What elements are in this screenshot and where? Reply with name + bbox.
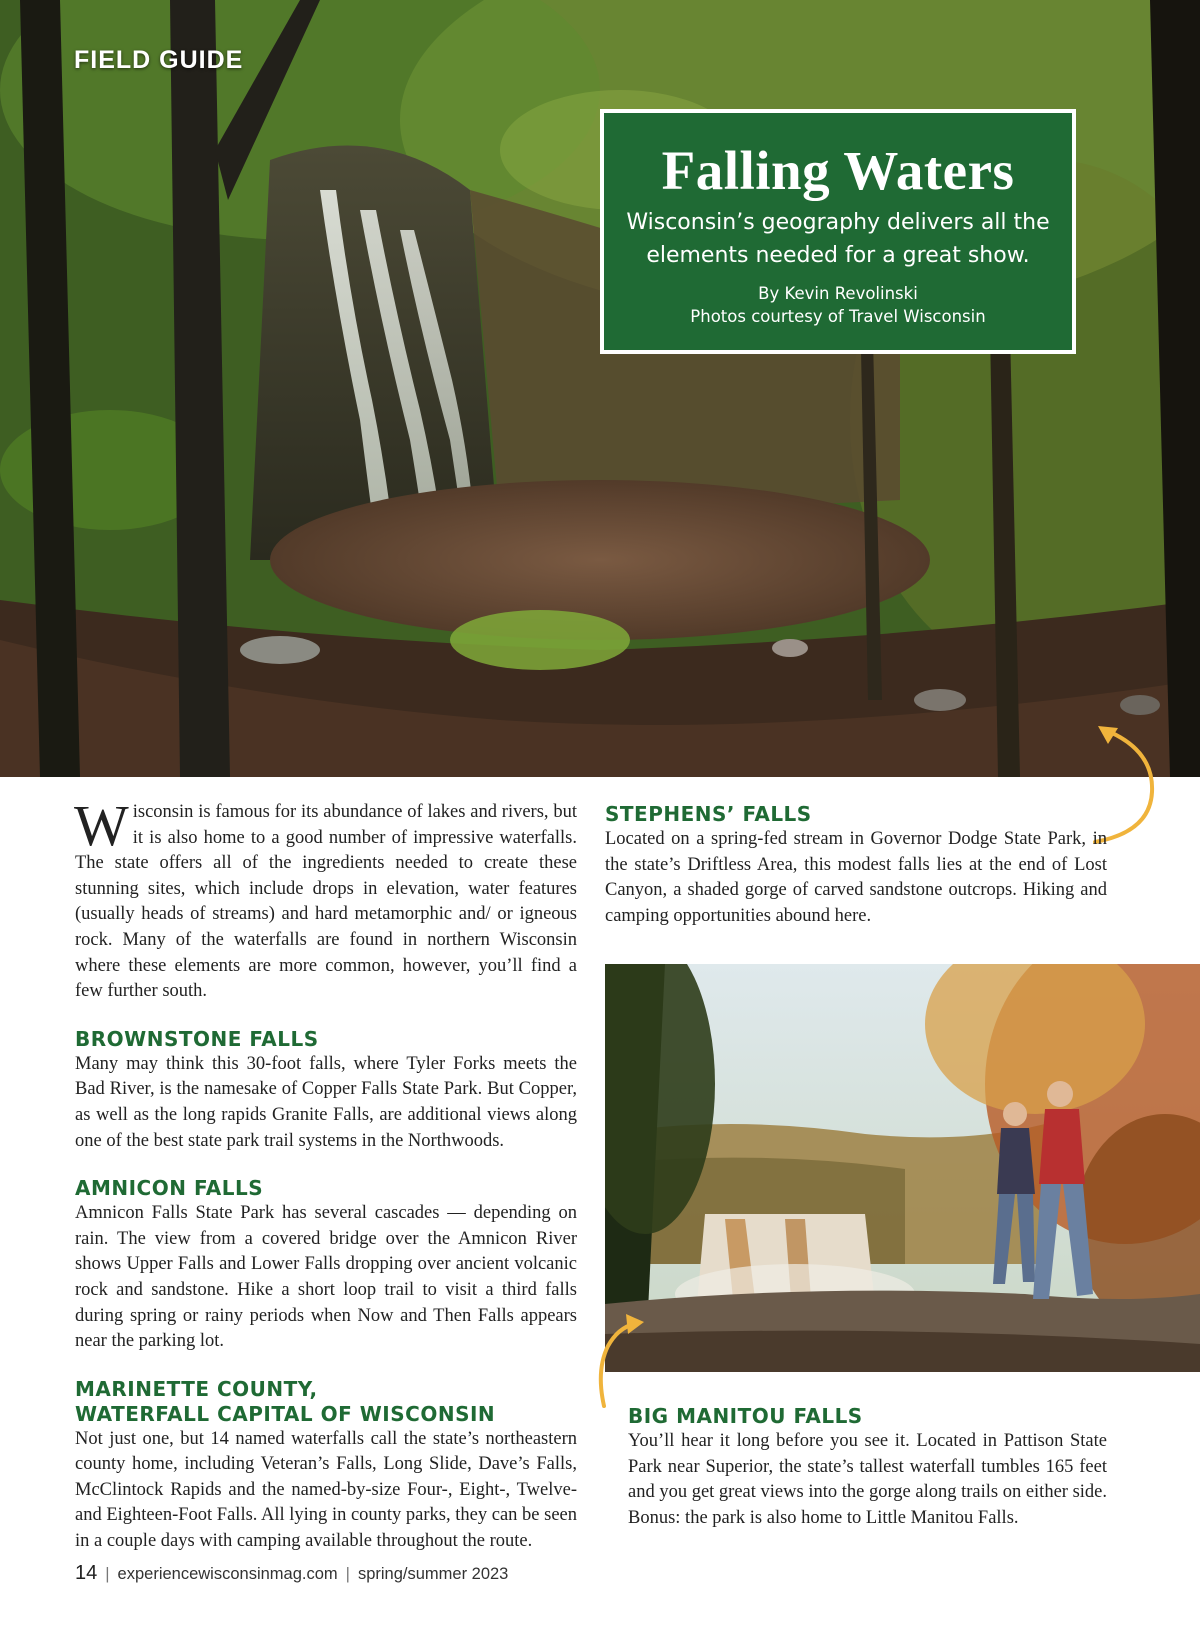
paragraph-big-manitou-falls: You’ll hear it long before you see it. Located in Pattison State Park near Superior, the state’s tallest waterfall tumbles 165 feet and you get great views into the gorge along trails on either side. Bonus: the park is also home to Little Manitou Falls. bbox=[628, 1431, 1107, 1528]
footer-website[interactable]: experiencewisconsinmag.com bbox=[117, 1565, 338, 1583]
intro-text: isconsin is famous for its abundance of lakes and rivers, but it is also home to a good number of impressive waterfalls. The state offers all of the ingredients needed to create these stunning sites, which include drops in elevation, water features (usually heads of streams) and hard metamorphic and/ or igneous rock. Many of the waterfalls are found in northern Wisconsin where these elements are more common, however, you’ll find a few further south. bbox=[75, 802, 577, 1002]
paragraph-marinette-county: Not just one, but 14 named waterfalls call the state’s northeastern county home, including Veteran’s Falls, Long Slide, Dave’s Falls, McClintock Rapids and the named-by-size Four-, Eight-, Twelve- and Eighteen-Foot Falls. All lying in county parks, they can be seen in a couple days with camping available throughout the route. bbox=[75, 1428, 577, 1552]
heading-amnicon-falls: AMNICON FALLS bbox=[75, 1176, 264, 1201]
heading-marinette-county bbox=[75, 1377, 577, 1427]
curved-arrow-icon bbox=[594, 1310, 650, 1410]
photo2-illustration bbox=[605, 964, 1200, 1372]
photo-big-manitou-falls-hikers bbox=[605, 964, 1200, 1372]
paragraph-stephens-falls: Located on a spring-fed stream in Governor Dodge State Park, in the state’s Driftless Area, this modest falls lies at the end of Lost Canyon, a shaded gorge of carved sandstone outcrops. Hiking and camping opportunities abound here. bbox=[605, 829, 1107, 926]
footer-separator: | bbox=[345, 1565, 350, 1583]
drop-cap: W bbox=[74, 793, 129, 858]
left-column bbox=[74, 793, 577, 1555]
section-tag: FIELD GUIDE bbox=[74, 46, 244, 74]
byline-author: By Kevin Revolinski bbox=[758, 284, 918, 303]
heading-marinette-line2: WATERFALL CAPITAL OF WISCONSIN bbox=[75, 1401, 496, 1426]
article-subtitle: Wisconsin’s geography delivers all the elements needed for a great show. bbox=[626, 210, 1050, 268]
paragraph-brownstone-falls: Many may think this 30-foot falls, where Tyler Forks meets the Bad River, is the namesake of Copper Falls State Park. But Copper, as well as the long rapids Granite Falls, are additional views along one of the best state park trail systems in the Northwoods. bbox=[75, 1053, 577, 1151]
heading-stephens-falls: STEPHENS’ FALLS bbox=[605, 802, 812, 826]
footer-issue: spring/summer 2023 bbox=[357, 1565, 509, 1583]
right-column-bottom bbox=[628, 1404, 1107, 1531]
heading-brownstone-falls: BROWNSTONE FALLS bbox=[75, 1026, 319, 1051]
title-box bbox=[600, 109, 1076, 354]
intro-paragraph bbox=[74, 793, 577, 1005]
right-column-top bbox=[605, 802, 1107, 929]
byline-photo-credit: Photos courtesy of Travel Wisconsin bbox=[690, 307, 986, 326]
footer-separator: | bbox=[105, 1565, 110, 1583]
heading-big-manitou-falls: BIG MANITOU FALLS bbox=[628, 1404, 863, 1428]
page-number: 14 bbox=[75, 1562, 98, 1584]
hero-photo-stephens-falls bbox=[0, 0, 1200, 777]
article-title: Falling Waters bbox=[661, 140, 1015, 201]
byline bbox=[604, 282, 1072, 328]
page-footer bbox=[75, 1562, 508, 1585]
heading-marinette-line1: MARINETTE COUNTY, bbox=[75, 1376, 318, 1401]
paragraph-amnicon-falls: Amnicon Falls State Park has several cascades — depending on rain. The view from a covered bridge over the Amnicon River shows Upper Falls and Lower Falls dropping over ancient volcanic rock and sandstone. Hike a short loop trail to visit a third falls during spring or rainy periods when Now and Then Falls appears near the parking lot. bbox=[75, 1203, 577, 1352]
